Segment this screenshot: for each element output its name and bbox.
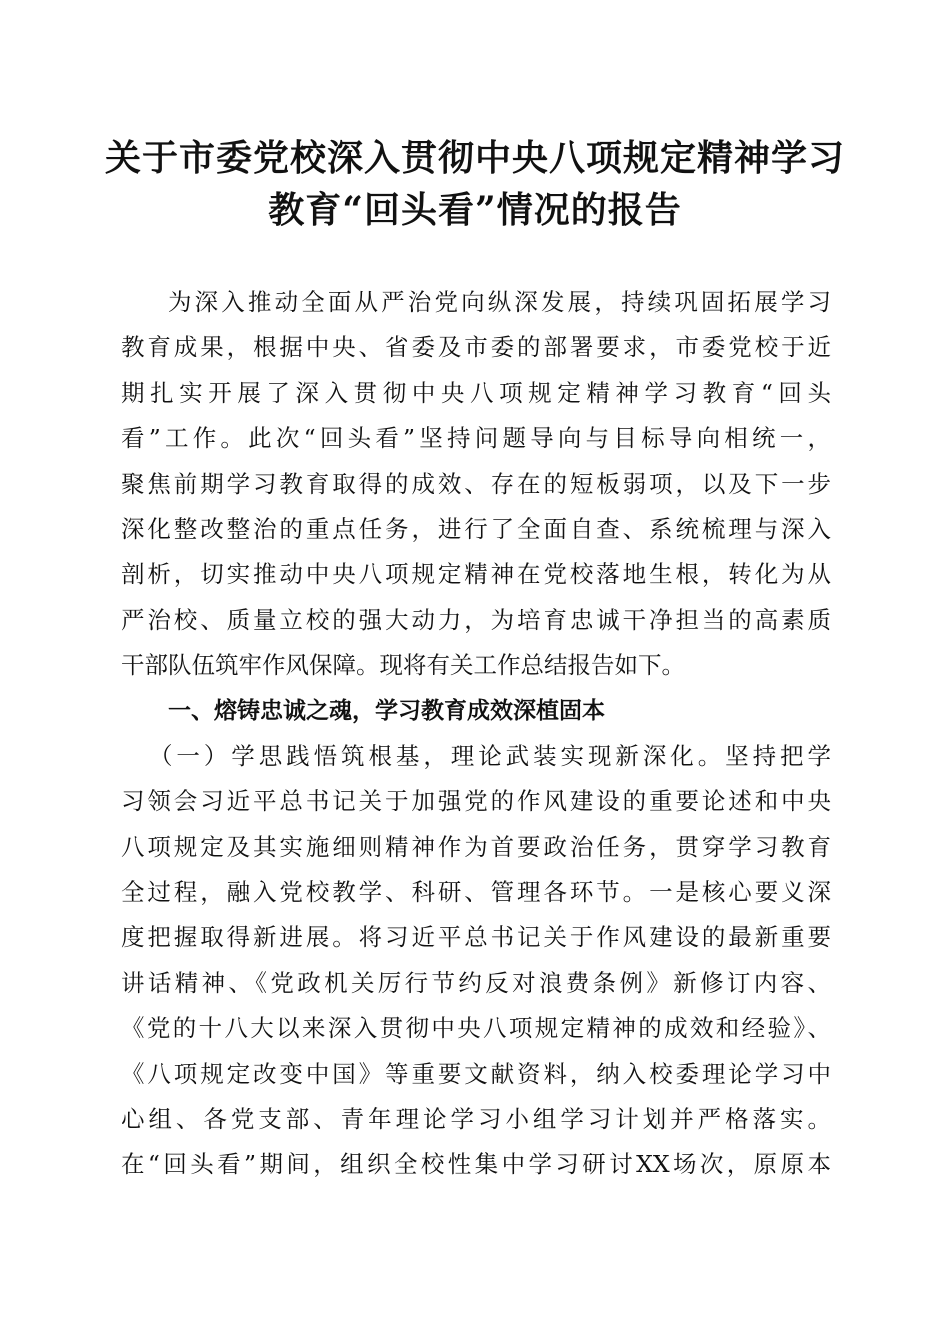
paragraph-line: 期扎实开展了深入贯彻中央八项规定精神学习教育“回头 [121, 378, 831, 407]
paragraph-line: 教育成果，根据中央、省委及市委的部署要求，市委党校于近 [121, 333, 831, 362]
paragraph-line: 心组、各党支部、青年理论学习小组学习计划并严格落实。 [121, 1105, 831, 1134]
paragraph-line: 《八项规定改变中国》等重要文献资料，纳入校委理论学习中 [121, 1059, 831, 1088]
paragraph-line: 全过程，融入党校教学、科研、管理各环节。一是核心要义深 [121, 878, 831, 907]
paragraph-line: 习领会习近平总书记关于加强党的作风建设的重要论述和中央 [121, 787, 831, 816]
section-heading: 一、熔铸忠诚之魂，学习教育成效深植固本 [168, 697, 605, 724]
paragraph-line: 八项规定及其实施细则精神作为首要政治任务，贯穿学习教育 [121, 832, 831, 861]
paragraph-line: 为深入推动全面从严治党向纵深发展，持续巩固拓展学习 [168, 288, 831, 316]
title-line-1: 关于市委党校深入贯彻中央八项规定精神学习 [104, 137, 845, 179]
paragraph-line: 干部队伍筑牢作风保障。现将有关工作总结报告如下。 [121, 651, 685, 680]
paragraph-line: 聚焦前期学习教育取得的成效、存在的短板弱项，以及下一步 [121, 469, 831, 498]
document-title [100, 132, 850, 236]
paragraph-line: 深化整改整治的重点任务，进行了全面自查、系统梳理与深入 [121, 514, 831, 543]
paragraph-line: 《党的十八大以来深入贯彻中央八项规定精神的成效和经验》、 [121, 1014, 831, 1043]
paragraph-line: 讲话精神、《党政机关厉行节约反对浪费条例》新修订内容、 [121, 968, 831, 997]
paragraph-line: 看”工作。此次“回头看”坚持问题导向与目标导向相统一， [121, 424, 831, 453]
paragraph-line: 严治校、质量立校的强大动力，为培育忠诚干净担当的高素质 [121, 605, 831, 634]
document-body [121, 280, 831, 1188]
paragraph-line: 剖析，切实推动中央八项规定精神在党校落地生根，转化为从 [121, 560, 831, 589]
paragraph-line: （一）学思践悟筑根基，理论武装实现新深化。坚持把学 [149, 741, 831, 770]
paragraph-line: 度把握取得新进展。将习近平总书记关于作风建设的最新重要 [121, 923, 831, 952]
title-line-2: 教育“回头看”情况的报告 [268, 189, 682, 231]
paragraph-line: 在“回头看”期间，组织全校性集中学习研讨XX场次，原原本 [121, 1150, 831, 1179]
